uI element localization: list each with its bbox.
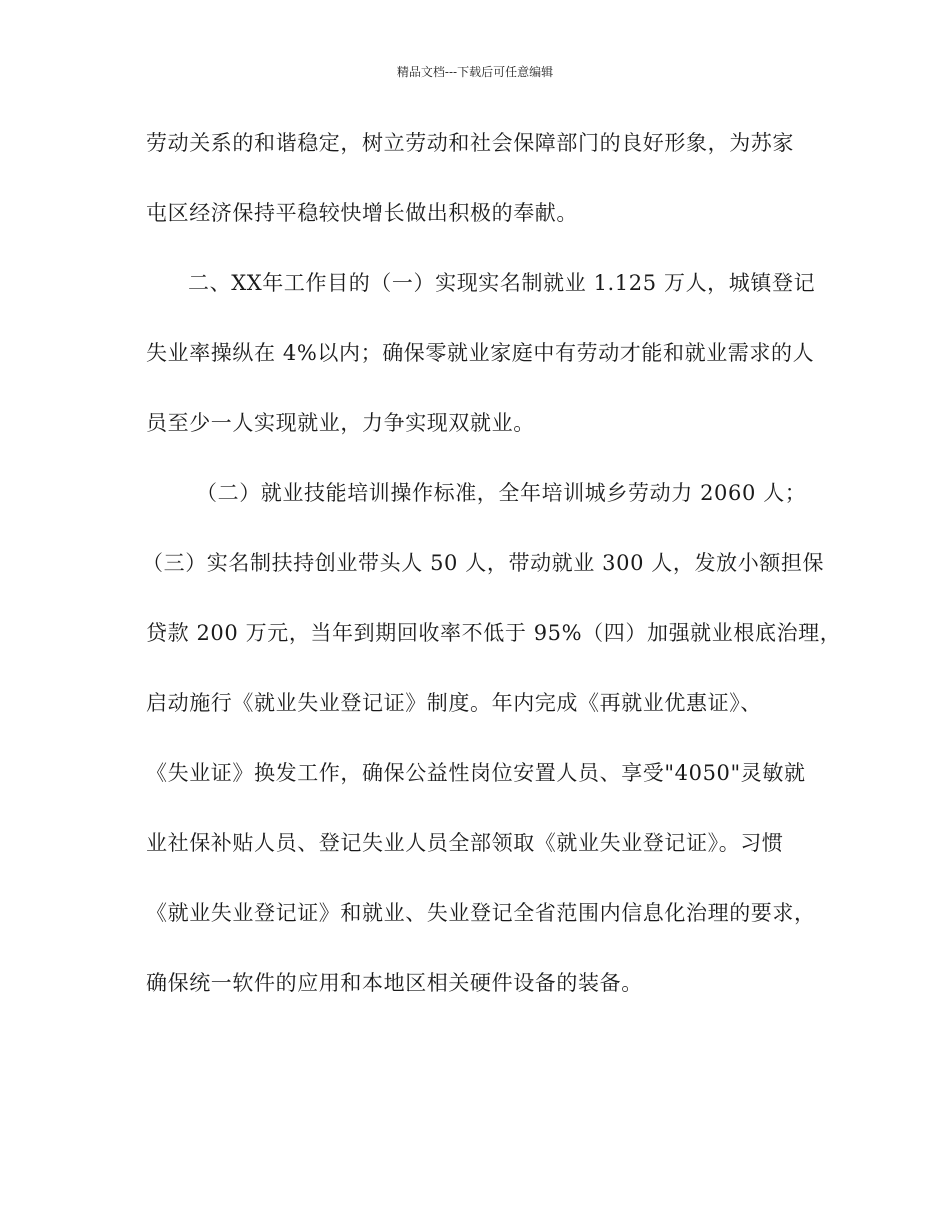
text-line: 《就业失业登记证》和就业、失业登记全省范围内信息化治理的要求， [146,901,816,925]
text-line: 启动施行《就业失业登记证》制度。年内完成《再就业优惠证》、 [146,691,762,715]
text-line: 失业率操纵在 4%以内；确保零就业家庭中有劳动才能和就业需求的人 [146,341,815,365]
text-line: （三）实名制扶持创业带头人 50 人，带动就业 300 人，发放小额担保 [142,551,825,575]
document-body [142,125,842,1035]
text-line: 员至少一人实现就业，力争实现双就业。 [146,411,535,435]
text-line: 二、XX年工作目的（一）实现实名制就业 1.125 万人，城镇登记 [188,271,816,295]
text-line: 业社保补贴人员、登记失业人员全部领取《就业失业登记证》。习惯 [146,831,784,855]
page-header: 精品文档---下载后可任意编辑 [396,65,554,79]
text-line: 劳动关系的和谐稳定，树立劳动和社会保障部门的良好形象，为苏家 [146,131,794,155]
text-line: （二）就业技能培训操作标准，全年培训城乡劳动力 2060 人； [196,481,807,505]
text-line: 贷款 200 万元，当年到期回收率不低于 95%（四）加强就业根底治理， [146,621,842,645]
text-line: 屯区经济保持平稳较快增长做出积极的奉献。 [146,201,578,225]
text-line: 《失业证》换发工作，确保公益性岗位安置人员、享受"4050"灵敏就 [146,761,806,785]
text-line: 确保统一软件的应用和本地区相关硬件设备的装备。 [146,971,643,995]
